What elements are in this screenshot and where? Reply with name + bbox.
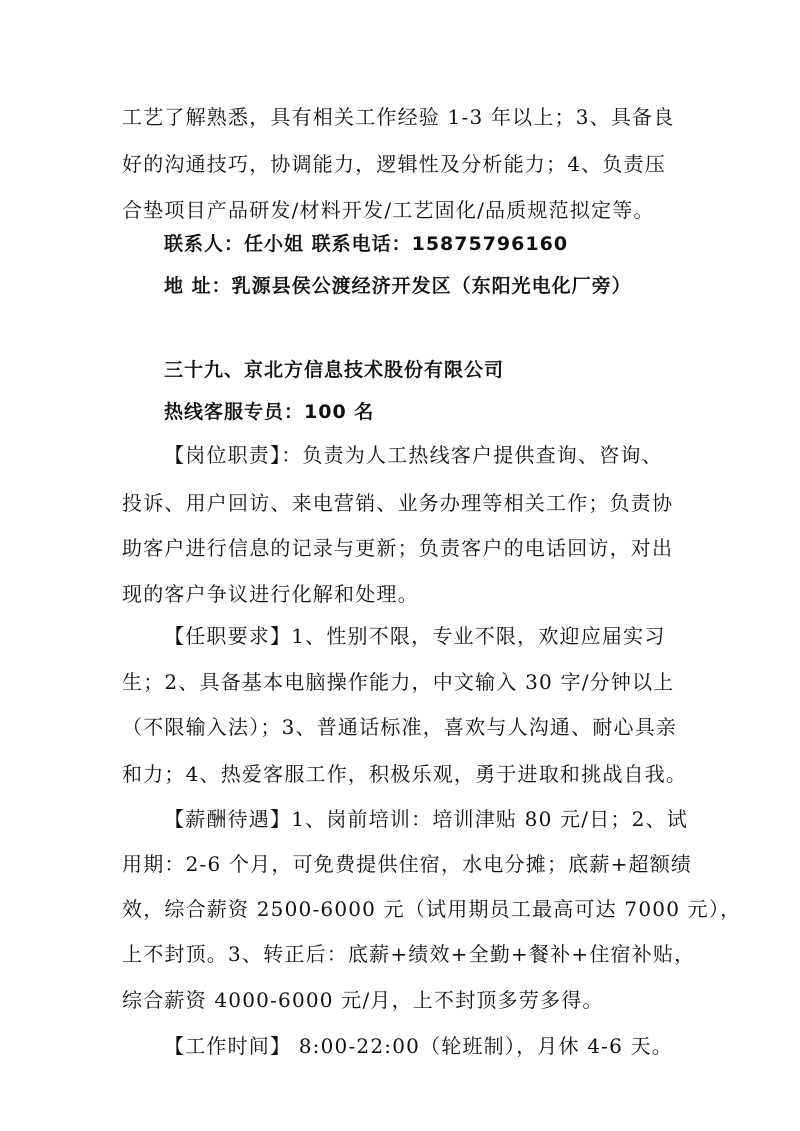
requirements-line-2: 生；2、具备基本电脑操作能力，中文输入 30 字/分钟以上 (122, 670, 675, 694)
duties-line-2: 投诉、用户回访、来电营销、业务办理等相关工作；负责协 (122, 491, 674, 515)
position-title: 热线客服专员：100 名 (164, 401, 375, 423)
prev-requirements-line-3: 合垫项目产品研发/材料开发/工艺固化/品质规范拟定等。 (122, 198, 655, 222)
requirements-line-3: （不限输入法）；3、普通话标准，喜欢与人沟通、耐心具亲 (122, 715, 678, 739)
prev-requirements-line-2: 好的沟通技巧，协调能力，逻辑性及分析能力；4、负责压 (122, 152, 666, 176)
contact-line: 联系人：任小姐 联系电话：15875796160 (164, 233, 569, 255)
duties-line-3: 助客户进行信息的记录与更新；负责客户的电话回访，对出 (122, 536, 674, 560)
salary-line-2: 用期：2-6 个月，可免费提供住宿，水电分摊；底薪+超额绩 (122, 852, 693, 876)
duties-line-4: 现的客户争议进行化解和处理。 (122, 582, 419, 606)
work-time-line: 【工作时间】 8:00-22:00（轮班制），月休 4-6 天。 (164, 1034, 673, 1058)
address-line: 地 址：乳源县侯公渡经济开发区（东阳光电化厂旁） (164, 275, 632, 297)
salary-line-3: 效，综合薪资 2500-6000 元（试用期员工最高可达 7000 元）， (122, 897, 742, 921)
duties-line-1: 【岗位职责】：负责为人工热线客户提供查询、咨询、 (164, 443, 663, 467)
requirements-line-4: 和力；4、热爱客服工作，积极乐观，勇于进取和挑战自我。 (122, 762, 688, 786)
company-heading: 三十九、京北方信息技术股份有限公司 (164, 359, 505, 381)
salary-line-4: 上不封顶。3、转正后：底薪+绩效+全勤+餐补+住宿补贴， (122, 942, 696, 966)
requirements-line-1: 【任职要求】1、性别不限，专业不限，欢迎应届实习 (164, 624, 666, 648)
prev-requirements-line-1: 工艺了解熟悉，具有相关工作经验 1-3 年以上；3、具备良 (122, 105, 675, 129)
salary-line-5: 综合薪资 4000-6000 元/月，上不封顶多劳多得。 (122, 988, 604, 1012)
salary-line-1: 【薪酬待遇】1、岗前培训：培训津贴 80 元/日；2、试 (164, 807, 688, 831)
